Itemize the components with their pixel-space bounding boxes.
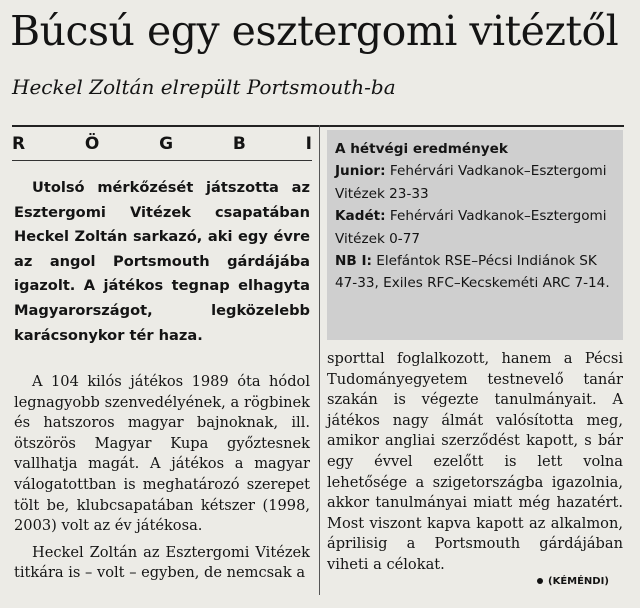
result-text: Elefántok RSE–Pécsi Indiánok SK 47-33, Exiles RFC–Kecskeméti ARC 7-14. [335,253,610,292]
headline: Búcsú egy esztergomi vitéztől [10,7,619,55]
result-item [335,250,615,295]
result-text: Fehérvári Vadkanok–Esztergomi Vitézek 23-33 [335,163,607,202]
body-paragraph: A 104 kilós játékos 1989 óta hódol legnagyobb szenvedélyének, a rögbinek és hatszoros magyar bajnoknak, ill. ötszörös Magyar Kupa győztesnek vallhatja magát. A játékos a magyar válogatottban is meghatározó szerepet tölt be, klubcsapatában kétszer (1998, 2003) volt az év játékosa. [14,373,310,535]
body-paragraph: sporttal foglalkozott, hanem a Pécsi Tudományegyetem testnevelő tanár szakán is végezte tanulmányait. A játékos nagy álmát valósította meg, amikor angliai szerződést kapott, s bár egy évvel ezelőtt is lett volna lehetősége a szigetországba igazolnia, akkor tanulmányai miatt még hazatért. Most viszont kapva kapott az alkalmon, áprilisig a Portsmouth gárdájában viheti a célokat. [327,350,623,573]
result-item [335,205,615,250]
result-label: Kadét: [335,208,386,225]
body-column-right [327,349,623,576]
section-label [12,133,312,155]
byline-text: (KÉMÉNDI) [548,576,609,587]
result-label: NB I: [335,253,372,270]
bullet-icon [537,578,543,584]
column-divider [319,125,320,595]
result-item [335,160,615,205]
body-column-left [14,372,310,590]
results-box [327,130,623,340]
section-letter: B [232,134,246,154]
subheadline: Heckel Zoltán elrepült Portsmouth-ba [12,75,396,99]
results-title: A hétvégi eredmények [335,141,508,157]
section-letter: Ö [84,134,100,154]
section-letter: G [159,134,174,154]
result-text: Fehérvári Vadkanok–Esztergomi Vitézek 0-77 [335,208,607,247]
result-label: Junior: [335,163,386,180]
section-rule [12,160,312,161]
section-letter: R [12,134,26,154]
top-rule [12,125,624,127]
lead-text: Utolsó mérkőzését játszotta az Esztergomi Vitézek csapatában Heckel Zoltán sarkazó, aki egy évre az angol Portsmouth gárdájába igazolt. A játékos tegnap elhagyta Magyarországot, legközelebb karácsonykor tér haza. [14,179,310,344]
lead-paragraph [14,176,310,348]
byline [537,576,609,587]
section-letter: I [305,134,312,154]
body-paragraph: Heckel Zoltán az Esztergomi Vitézek titkára is – volt – egyben, de nemcsak a [14,543,310,582]
